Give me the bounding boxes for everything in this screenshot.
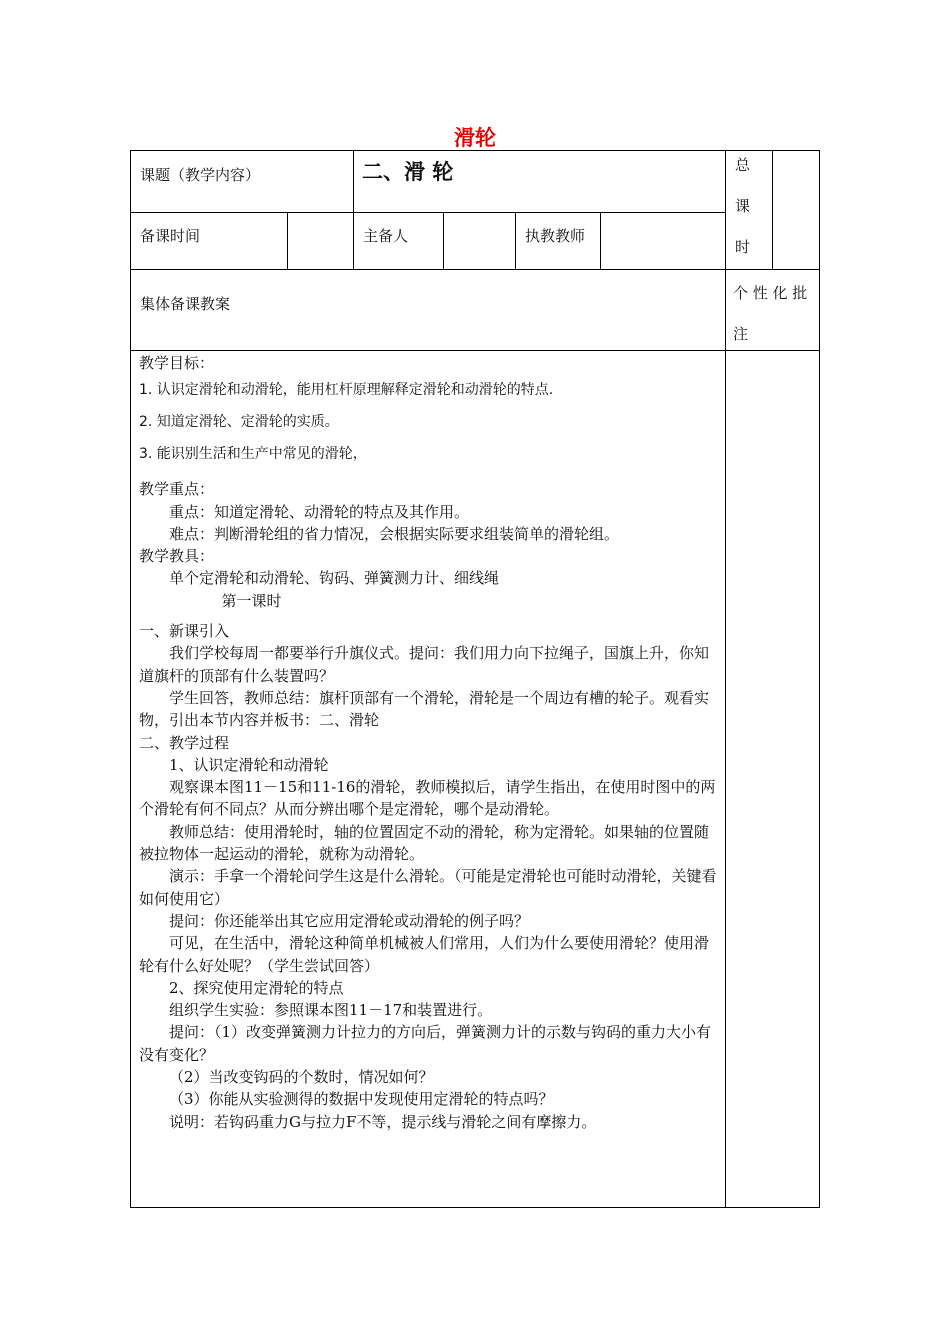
tools-heading: 教学教具：	[139, 547, 215, 566]
collective-plan-label: 集体备课教案	[140, 295, 231, 313]
lesson-one: 第一课时	[221, 591, 282, 610]
row-divider	[130, 269, 820, 270]
difficulty: 难点：判断滑轮组的省力情况，会根据实际要求组装简单的滑轮组。	[169, 524, 620, 543]
paragraph: 观察课本图11－15和11-16的滑轮，教师模拟后，请学生指出，在使用时图中的两个滑轮有何不同点？从而分辨出哪个是定滑轮，哪个是动滑轮。	[139, 778, 716, 819]
prep-time-label: 备课时间	[140, 227, 201, 245]
objective-item: 2. 知道定滑轮、定滑轮的实质。	[139, 414, 339, 431]
row-divider	[130, 212, 725, 213]
paragraph: 提问：（1）改变弹簧测力计拉力的方向后，弹簧测力计的示数与钩码的重力大小有没有变化？	[139, 1023, 712, 1064]
document-title: 滑轮	[454, 126, 496, 150]
total-hours-label: 总 课 时	[735, 156, 751, 256]
tools: 单个定滑轮和动滑轮、钩码、弹簧测力计、细线绳	[169, 569, 500, 588]
sub1-heading: 1、认识定滑轮和动滑轮	[169, 755, 329, 774]
paragraph: 可见，在生活中，滑轮这种简单机械被人们常用，人们为什么要使用滑轮？使用滑轮有什么好处呢？（学生尝试回答）	[139, 934, 710, 975]
objectives-heading: 教学目标：	[139, 354, 215, 372]
topic-value: 二、滑 轮	[362, 160, 454, 184]
paragraph: 提问：你还能举出其它应用定滑轮或动滑轮的例子吗？	[169, 911, 530, 930]
column-divider	[515, 212, 516, 269]
section1-heading: 一、新课引入	[139, 622, 230, 641]
objective-item: 1. 认识定滑轮和动滑轮，能用杠杆原理解释定滑轮和动滑轮的特点.	[139, 382, 554, 399]
paragraph: 教师总结：使用滑轮时，轴的位置固定不动的滑轮，称为定滑轮。如果轴的位置随被拉物体一起运动的滑轮，就称为动滑轮。	[139, 822, 710, 864]
row-divider	[130, 350, 820, 351]
column-divider	[443, 212, 444, 269]
paragraph: 组织学生实验：参照课本图11－17和装置进行。	[169, 1001, 493, 1020]
teacher-label: 执教教师	[525, 227, 586, 245]
sub2-heading: 2、探究使用定滑轮的特点	[169, 978, 344, 997]
column-divider	[725, 150, 726, 1208]
column-divider	[353, 150, 354, 269]
keypoints-heading: 教学重点：	[139, 480, 215, 499]
paragraph: 学生回答，教师总结：旗杆顶部有一个滑轮，滑轮是一个周边有槽的轮子。观看实物，引出本节内容并板书：二、滑轮	[139, 688, 710, 730]
section2-heading: 二、教学过程	[139, 733, 230, 752]
objective-item: 3. 能识别生活和生产中常见的滑轮，	[139, 446, 367, 463]
paragraph: 我们学校每周一都要举行升旗仪式。提问：我们用力向下拉绳子，国旗上升，你知道旗杆的顶部有什么装置吗？	[139, 644, 710, 685]
paragraph: （2）当改变钩码的个数时，情况如何？	[169, 1068, 434, 1087]
column-divider	[772, 150, 773, 269]
column-divider	[287, 212, 288, 269]
paragraph: 说明：若钩码重力G与拉力F不等，提示线与滑轮之间有摩擦力。	[169, 1112, 597, 1131]
paragraph: （3）你能从实验测得的数据中发现使用定滑轮的特点吗？	[169, 1090, 554, 1109]
topic-label: 课题（教学内容）	[140, 166, 261, 184]
main-preparer-label: 主备人	[363, 227, 409, 245]
keypoint: 重点：知道定滑轮、动滑轮的特点及其作用。	[169, 502, 470, 521]
column-divider	[600, 212, 601, 269]
paragraph: 演示：手拿一个滑轮问学生这是什么滑轮。（可能是定滑轮也可能时动滑轮，关键看如何使用它）	[139, 867, 717, 908]
lesson-content	[139, 352, 719, 1133]
personal-notes-label: 个 性 化 批 注	[733, 284, 808, 343]
